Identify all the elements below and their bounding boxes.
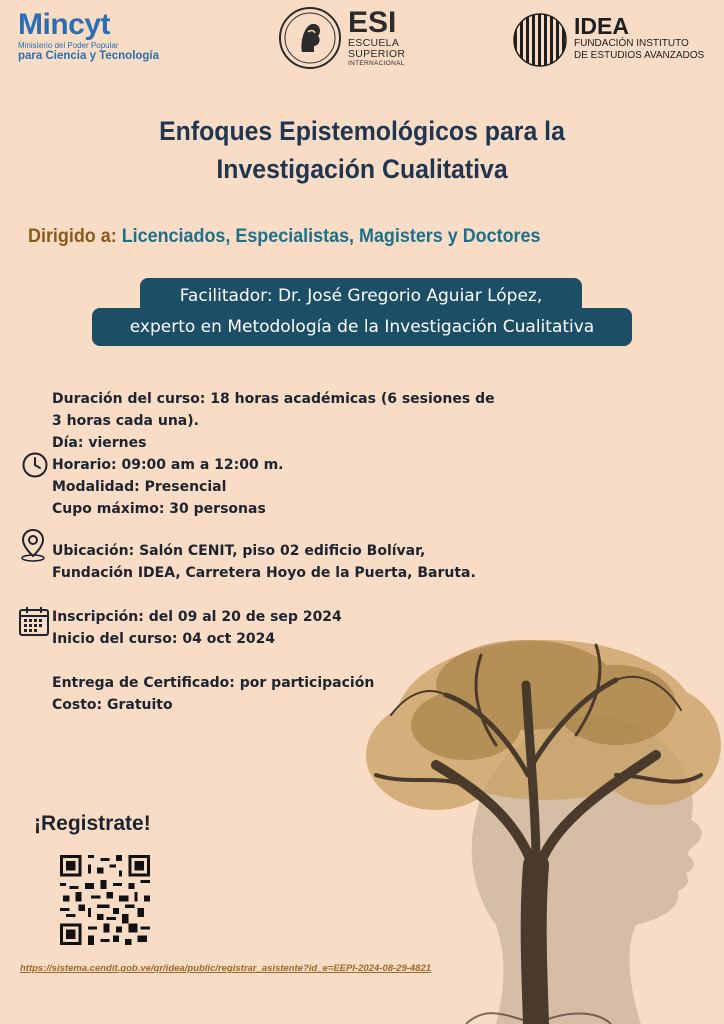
esi-logo-line1: ESCUELA [348,37,400,49]
capacity-text: Cupo máximo: 30 personas [52,501,266,517]
location-line2: Fundación IDEA, Carretera Hoyo de la Puerta, Baruta. [52,565,476,581]
esi-logo-line3: INTERNACIONAL [348,60,405,67]
course-details [52,388,512,713]
qr-code-icon[interactable] [60,855,150,945]
mincyt-logo [18,10,178,70]
facilitator-badge-line1: Facilitador: Dr. José Gregorio Aguiar López, [140,278,582,314]
registration-link[interactable]: https://sistema.cendit.gob.ve/qr/idea/public/registrar_asistente?id_e=EEPI-2024-08-29-4821 [20,963,432,974]
mincyt-logo-line2: para Ciencia y Tecnología [18,50,160,62]
esi-seal-icon [278,6,342,70]
idea-logo-line1: FUNDACIÓN INSTITUTO [574,38,689,49]
day-text: Día: viernes [52,435,147,451]
clock-icon [22,452,48,478]
location-block [52,540,512,584]
cost-text: Costo: Gratuito [52,697,173,713]
esi-logo-line2: SUPERIOR [348,48,406,60]
idea-globe-icon [512,12,568,68]
location-pin-icon [19,528,47,562]
esi-logo-word: ESI [348,6,397,39]
schedule-text: Horario: 09:00 am a 12:00 m. [52,457,284,473]
schedule-block [52,388,512,520]
idea-logo-line2: DE ESTUDIOS AVANZADOS [574,50,705,61]
title-line2: Investigación Cualitativa [216,154,508,184]
start-text: Inicio del curso: 04 oct 2024 [52,631,276,647]
register-heading: ¡Registrate! [34,812,151,835]
modality-text: Modalidad: Presencial [52,479,227,495]
duration-line1: Duración del curso: 18 horas académicas (6 sesiones de [52,391,495,407]
duration-line2: 3 horas cada una). [52,413,199,429]
location-line1: Ubicación: Salón CENIT, piso 02 edificio Bolívar, [52,543,426,559]
target-audience [28,225,617,248]
target-label: Dirigido a: [28,225,117,247]
idea-logo-word: IDEA [574,13,629,39]
mincyt-logo-word: Mincyt [18,8,111,41]
facilitator-badge-line2: experto en Metodología de la Investigación Cualitativa [92,308,632,346]
registration-text: Inscripción: del 09 al 20 de sep 2024 [52,609,342,625]
esi-logo [278,6,428,72]
page-title [103,112,622,188]
tree-head-illustration [356,625,724,1024]
calendar-icon [18,605,50,637]
certificate-text: Entrega de Certificado: por participación [52,675,375,691]
target-value: Licenciados, Especialistas, Magisters y Doctores [121,225,541,247]
mincyt-logo-line1: Ministerio del Poder Popular [18,41,119,50]
idea-logo [512,12,712,72]
title-line1: Enfoques Epistemológicos para la [159,116,565,146]
